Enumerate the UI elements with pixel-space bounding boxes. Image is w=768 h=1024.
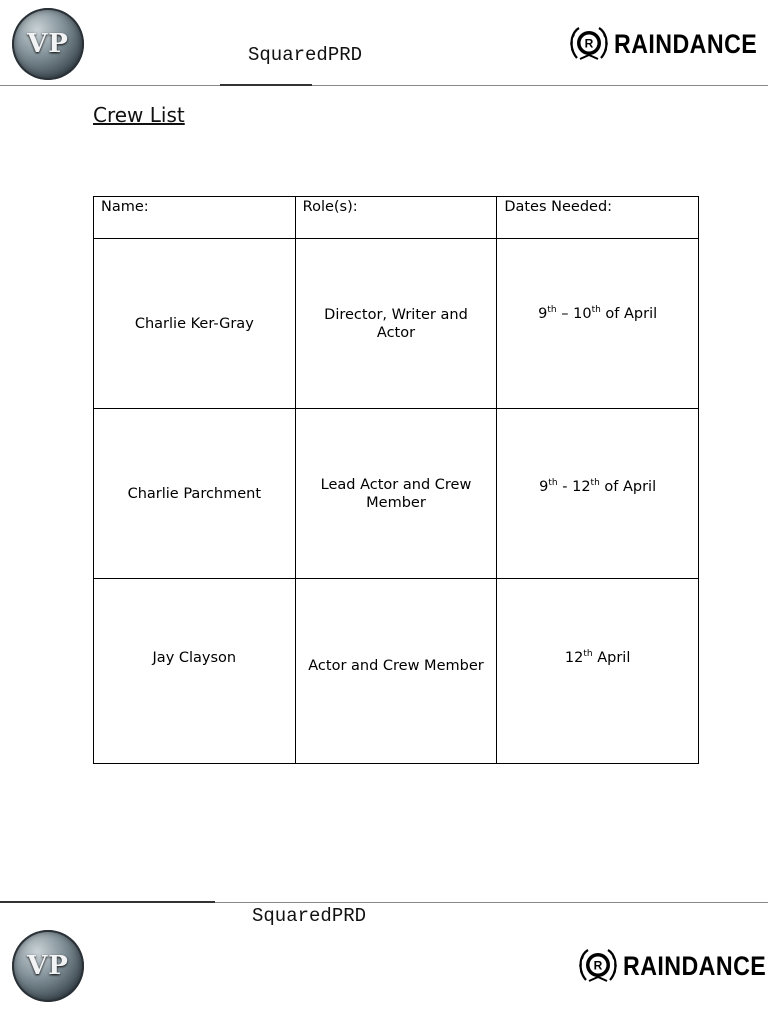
raindance-logo <box>577 946 768 986</box>
crew-dates: 12th April <box>497 579 699 764</box>
vp-logo <box>12 8 84 80</box>
raindance-logo-text: RAINDANCE <box>623 950 767 981</box>
crew-dates: 9th - 12th of April <box>497 409 699 579</box>
crew-role: Actor and Crew Member <box>295 579 497 764</box>
crew-name: Charlie Ker-Gray <box>94 239 296 409</box>
header-divider <box>0 85 768 86</box>
header-divider-accent <box>220 84 312 86</box>
table-header-row <box>94 197 699 239</box>
table-row <box>94 579 699 764</box>
vp-logo-text: VP <box>27 951 69 981</box>
crew-role: Director, Writer and Actor <box>295 239 497 409</box>
column-header-dates: Dates Needed: <box>497 197 699 239</box>
table-row <box>94 239 699 409</box>
footer-brand: SquaredPRD <box>252 905 367 927</box>
raindance-logo-text: RAINDANCE <box>614 28 758 59</box>
svg-text:R: R <box>584 36 594 51</box>
raindance-logo <box>568 24 768 64</box>
document-title: Crew List <box>93 103 185 127</box>
crew-name: Jay Clayson <box>94 579 296 764</box>
vp-logo <box>12 930 84 1002</box>
raindance-emblem-icon <box>568 24 610 64</box>
column-header-roles: Role(s): <box>295 197 497 239</box>
crew-role: Lead Actor and Crew Member <box>295 409 497 579</box>
header-brand: SquaredPRD <box>248 44 363 66</box>
vp-logo-text: VP <box>27 29 69 59</box>
table-row <box>94 409 699 579</box>
footer-divider-accent <box>0 901 215 903</box>
svg-text:R: R <box>593 958 603 973</box>
column-header-name: Name: <box>94 197 296 239</box>
raindance-emblem-icon <box>577 946 619 986</box>
crew-table <box>93 196 699 764</box>
crew-dates: 9th – 10th of April <box>497 239 699 409</box>
crew-name: Charlie Parchment <box>94 409 296 579</box>
